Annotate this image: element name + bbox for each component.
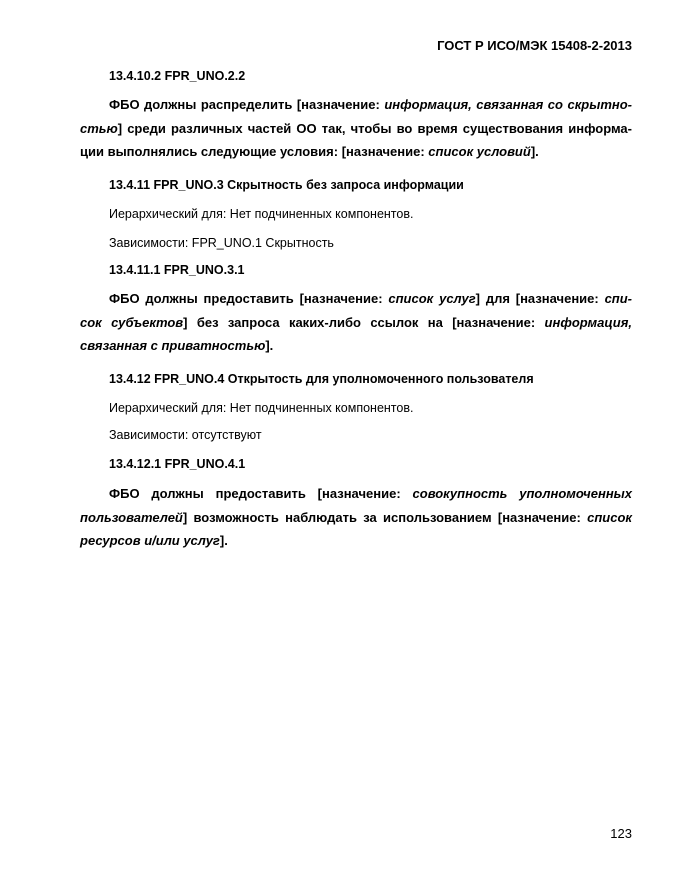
requirement-fpr-uno-3-1: ФБО должны предоставить [назначение: список услуг] для [назначение: спи-сок субъектов] без запроса каких-либо ссылок на [назначение: информация, связанная с приватностью]. <box>80 291 633 353</box>
dependencies-line: Зависимости: FPR_UNO.1 Скрытность <box>109 236 334 250</box>
section-heading-13-4-12-1: 13.4.12.1 FPR_UNO.4.1 <box>109 457 246 471</box>
dependencies-line: Зависимости: отсутствуют <box>109 428 262 442</box>
hierarchy-line: Иерархический для: Нет подчиненных компонентов. <box>109 207 414 221</box>
requirement-fpr-uno-4-1: ФБО должны предоставить [назначение: совокупность уполномоченных пользователей] возможность наблюдать за использованием [назначение: список ресурсов и/или услуг]. <box>80 486 633 548</box>
section-heading-13-4-12: 13.4.12 FPR_UNO.4 Открытость для уполномоченного пользователя <box>109 372 534 386</box>
section-heading-13-4-10-2: 13.4.10.2 FPR_UNO.2.2 <box>109 69 246 83</box>
hierarchy-line: Иерархический для: Нет подчиненных компонентов. <box>109 401 414 415</box>
section-heading-13-4-11-1: 13.4.11.1 FPR_UNO.3.1 <box>109 263 245 277</box>
document-header: ГОСТ Р ИСО/МЭК 15408-2-2013 <box>437 38 632 53</box>
section-heading-13-4-11: 13.4.11 FPR_UNO.3 Скрытность без запроса информации <box>109 178 464 192</box>
page-number: 123 <box>610 826 632 841</box>
requirement-fpr-uno-2-2: ФБО должны распределить [назначение: информация, связанная со скрытно-стью] среди различных частей ОО так, чтобы во время существования информа-ции выполнялись следующие условия: [назначение: список условий]. <box>80 97 633 159</box>
